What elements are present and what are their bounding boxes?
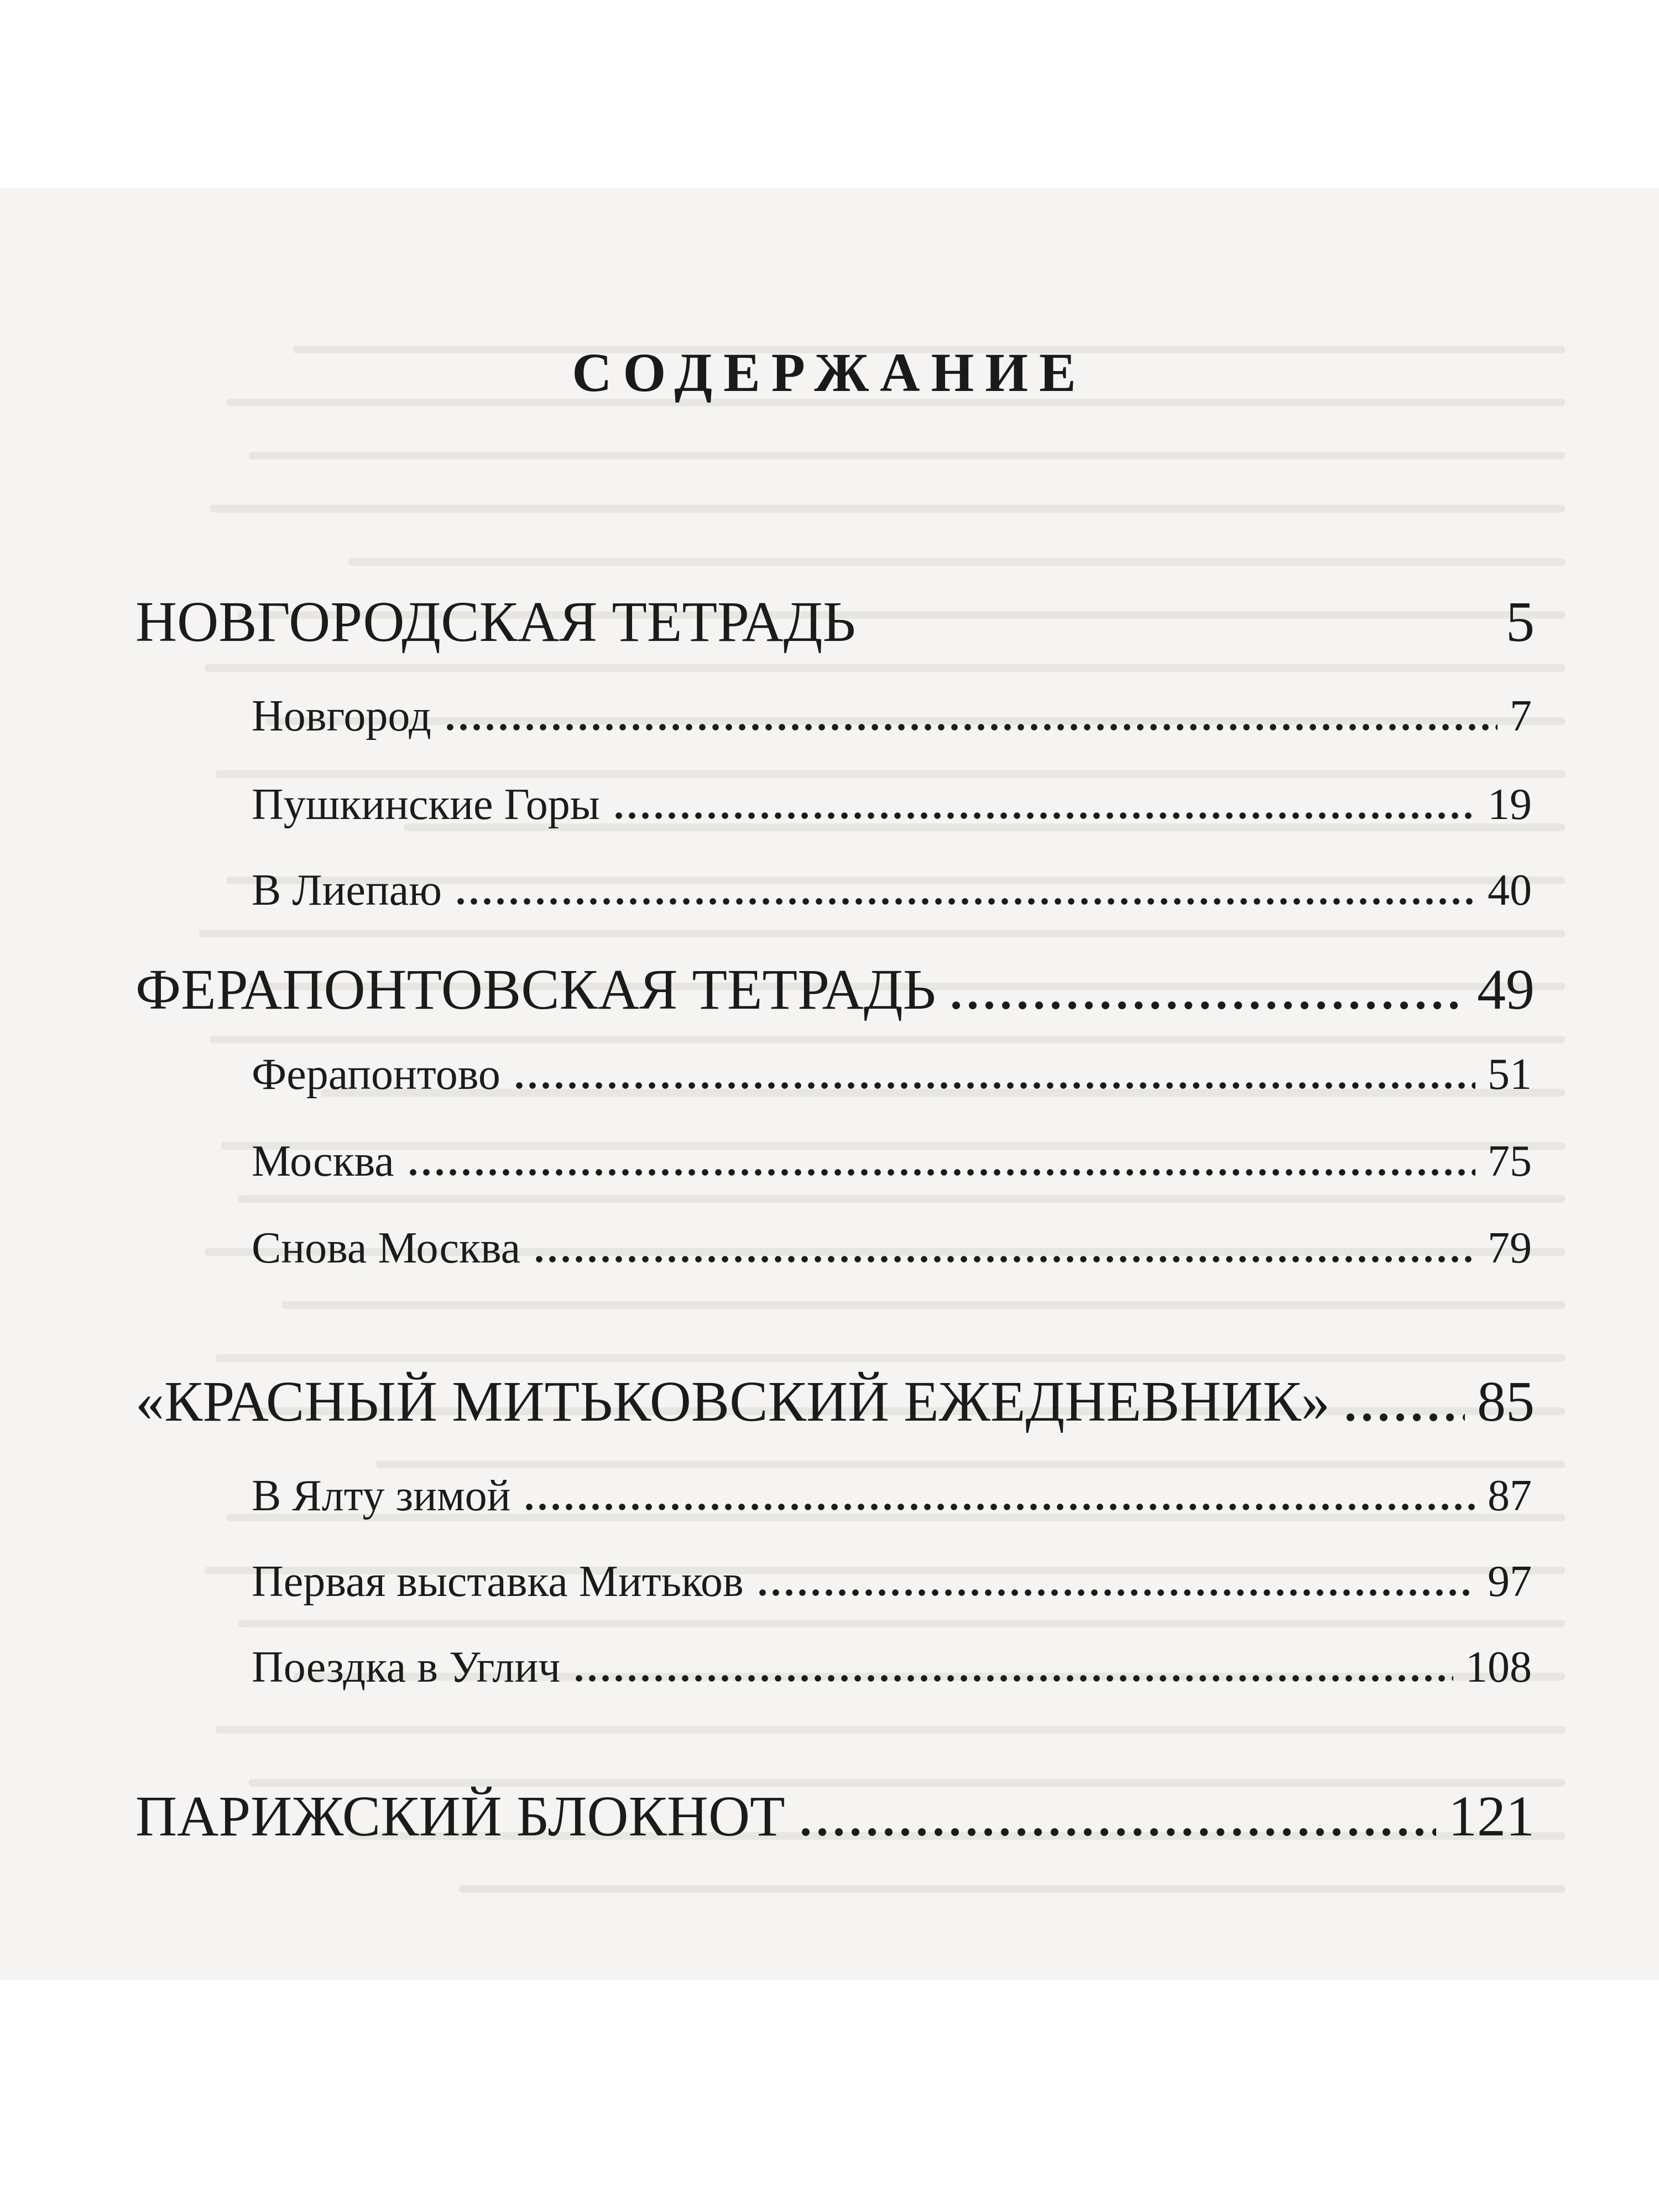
dot-leader: [444, 723, 1498, 732]
toc-page-number: 5: [1506, 590, 1535, 654]
toc-section-title: ФЕРАПОНТОВСКАЯ ТЕТРАДЬ: [135, 958, 936, 1021]
toc-item-title: Пушкинские Горы: [252, 780, 600, 829]
show-through-text-background: [182, 315, 1565, 1947]
toc-page-number: 40: [1488, 866, 1532, 915]
toc-section-paris-notebook[interactable]: [135, 1783, 1535, 1849]
toc-item-novgorod[interactable]: [252, 691, 1532, 742]
toc-section-title: ПАРИЖСКИЙ БЛОКНОТ: [135, 1785, 785, 1848]
toc-page-number: 79: [1488, 1224, 1532, 1272]
dot-leader: [523, 1503, 1475, 1511]
toc-page-number: 7: [1510, 692, 1532, 740]
toc-title: СОДЕРЖАНИЕ: [572, 342, 1087, 403]
dot-leader: [797, 1827, 1436, 1837]
dot-leader: [1342, 1412, 1465, 1422]
toc-item-poezdka-v-uglich[interactable]: [252, 1642, 1532, 1693]
toc-section-novgorod-notebook[interactable]: [135, 589, 1535, 655]
toc-item-title: Москва: [252, 1137, 394, 1186]
toc-page-number: 49: [1477, 958, 1535, 1021]
dot-leader: [612, 811, 1475, 820]
dot-leader: [756, 1588, 1475, 1597]
dot-leader: [948, 1000, 1465, 1010]
dot-leader: [513, 1081, 1475, 1090]
toc-item-pervaya-vystavka[interactable]: [252, 1557, 1532, 1607]
dot-leader: [572, 1674, 1453, 1683]
dot-leader: [533, 1255, 1475, 1264]
toc-item-title: В Лиепаю: [252, 866, 442, 915]
toc-page-number: 19: [1488, 780, 1532, 829]
toc-page-number: 97: [1488, 1557, 1532, 1606]
toc-item-snova-moskva[interactable]: [252, 1223, 1532, 1274]
toc-item-title: Первая выставка Митьков: [252, 1557, 744, 1606]
toc-section-title: НОВГОРОДСКАЯ ТЕТРАДЬ: [135, 590, 856, 654]
toc-page-number: 121: [1448, 1785, 1535, 1848]
toc-item-v-liepayu[interactable]: [252, 865, 1532, 916]
toc-item-title: Поездка в Углич: [252, 1643, 561, 1692]
dot-leader: [454, 897, 1475, 906]
toc-item-ferapontovo[interactable]: [252, 1050, 1532, 1100]
toc-page-number: 75: [1488, 1137, 1532, 1186]
toc-page-number: 87: [1488, 1472, 1532, 1520]
toc-section-title: «КРАСНЫЙ МИТЬКОВСКИЙ ЕЖЕДНЕВНИК»: [135, 1370, 1330, 1433]
toc-item-title: Снова Москва: [252, 1224, 521, 1272]
toc-section-ferapontovo-notebook[interactable]: [135, 957, 1535, 1022]
toc-page-number: 51: [1488, 1050, 1532, 1099]
toc-item-v-yaltu-zimoy[interactable]: [252, 1471, 1532, 1521]
toc-item-moskva[interactable]: [252, 1136, 1532, 1187]
dot-leader: [406, 1168, 1475, 1177]
toc-section-red-mitki-diary[interactable]: [135, 1369, 1535, 1434]
toc-item-title: Новгород: [252, 692, 431, 740]
toc-item-title: Ферапонтово: [252, 1050, 500, 1099]
toc-page-number: 85: [1477, 1370, 1535, 1433]
toc-item-title: В Ялту зимой: [252, 1472, 511, 1520]
toc-page-number: 108: [1465, 1643, 1532, 1692]
toc-item-pushkinskie-gory[interactable]: [252, 780, 1532, 830]
